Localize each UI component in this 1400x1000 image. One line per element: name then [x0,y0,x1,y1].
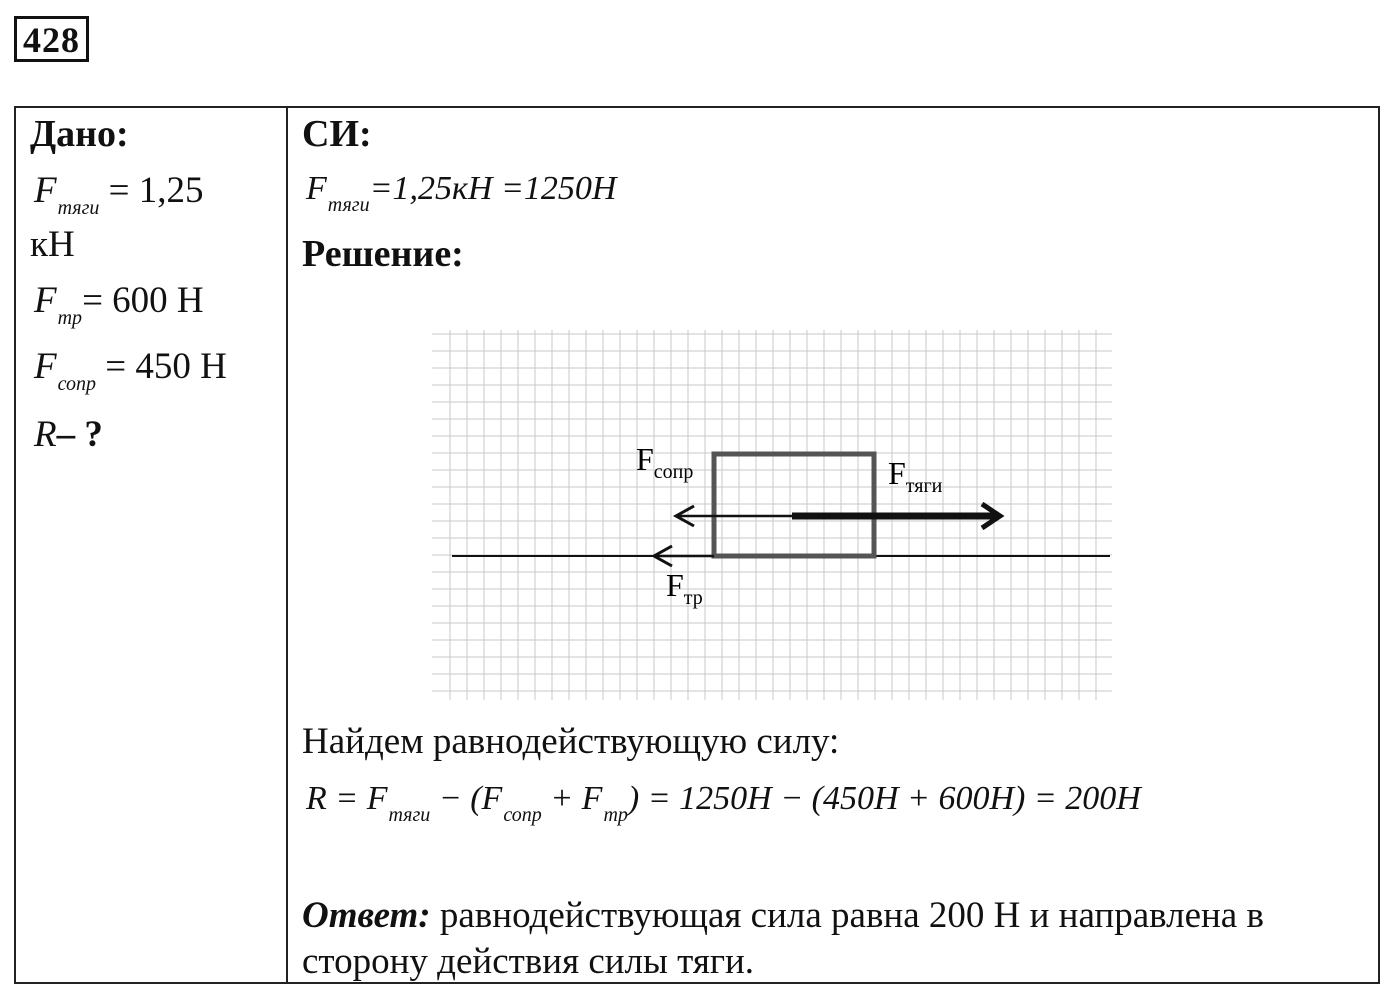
formula-sub-3: тр [603,804,628,826]
given-traction-unit: кН [30,224,75,265]
resistance-label [636,441,693,483]
answer-text-1: равнодействующая сила равна 200 Н и направлена в [430,895,1264,936]
body-rectangle [714,454,874,556]
unknown-symbol: R [34,414,57,455]
si-value: =1,25кН =1250Н [369,170,617,207]
force-diagram [420,320,1120,710]
solution-heading: Решение: [302,233,464,275]
unknown-question: – ? [56,414,103,455]
traction-label [888,455,943,497]
friction-label-sub: тр [683,587,703,609]
answer-line-1 [302,894,1264,937]
formula-part-1: R = F [306,780,388,817]
column-divider [286,106,288,984]
friction-label [666,567,703,609]
traction-subscript: тяги [57,197,100,219]
given-resistance [34,348,227,394]
given-heading: Дано: [30,113,129,155]
resistance-label-letter: F [636,441,654,477]
resultant-formula [306,782,1141,825]
resistance-subscript: сопр [57,373,96,395]
friction-symbol: F [34,280,57,321]
traction-label-letter: F [888,455,906,491]
friction-label-letter: F [666,567,684,603]
given-unknown [34,416,103,453]
formula-sub-1: тяги [388,804,431,826]
traction-value: = 1,25 [99,170,204,211]
si-conversion [306,172,616,215]
formula-part-2: − (F [430,780,503,817]
resistance-label-sub: сопр [653,461,694,483]
traction-symbol: F [34,170,57,211]
si-heading: СИ: [302,113,372,155]
friction-subscript: тр [57,307,83,329]
resistance-value: = 450 Н [96,346,227,387]
formula-sub-2: сопр [503,804,542,826]
friction-value: = 600 Н [82,280,204,321]
given-friction [34,282,204,328]
si-subscript: тяги [327,194,370,216]
traction-label-sub: тяги [905,475,943,497]
formula-part-3: + F [541,780,603,817]
answer-line-2: сторону действия силы тяги. [302,941,755,982]
resistance-symbol: F [34,346,57,387]
problem-number: 428 [14,16,89,62]
given-traction [34,172,204,218]
formula-part-4: ) = 1250Н − (450Н + 600Н) = 200Н [627,780,1141,817]
find-resultant-text: Найдем равнодействующую силу: [302,721,840,762]
si-symbol: F [306,170,327,207]
answer-label: Ответ: [302,895,431,936]
